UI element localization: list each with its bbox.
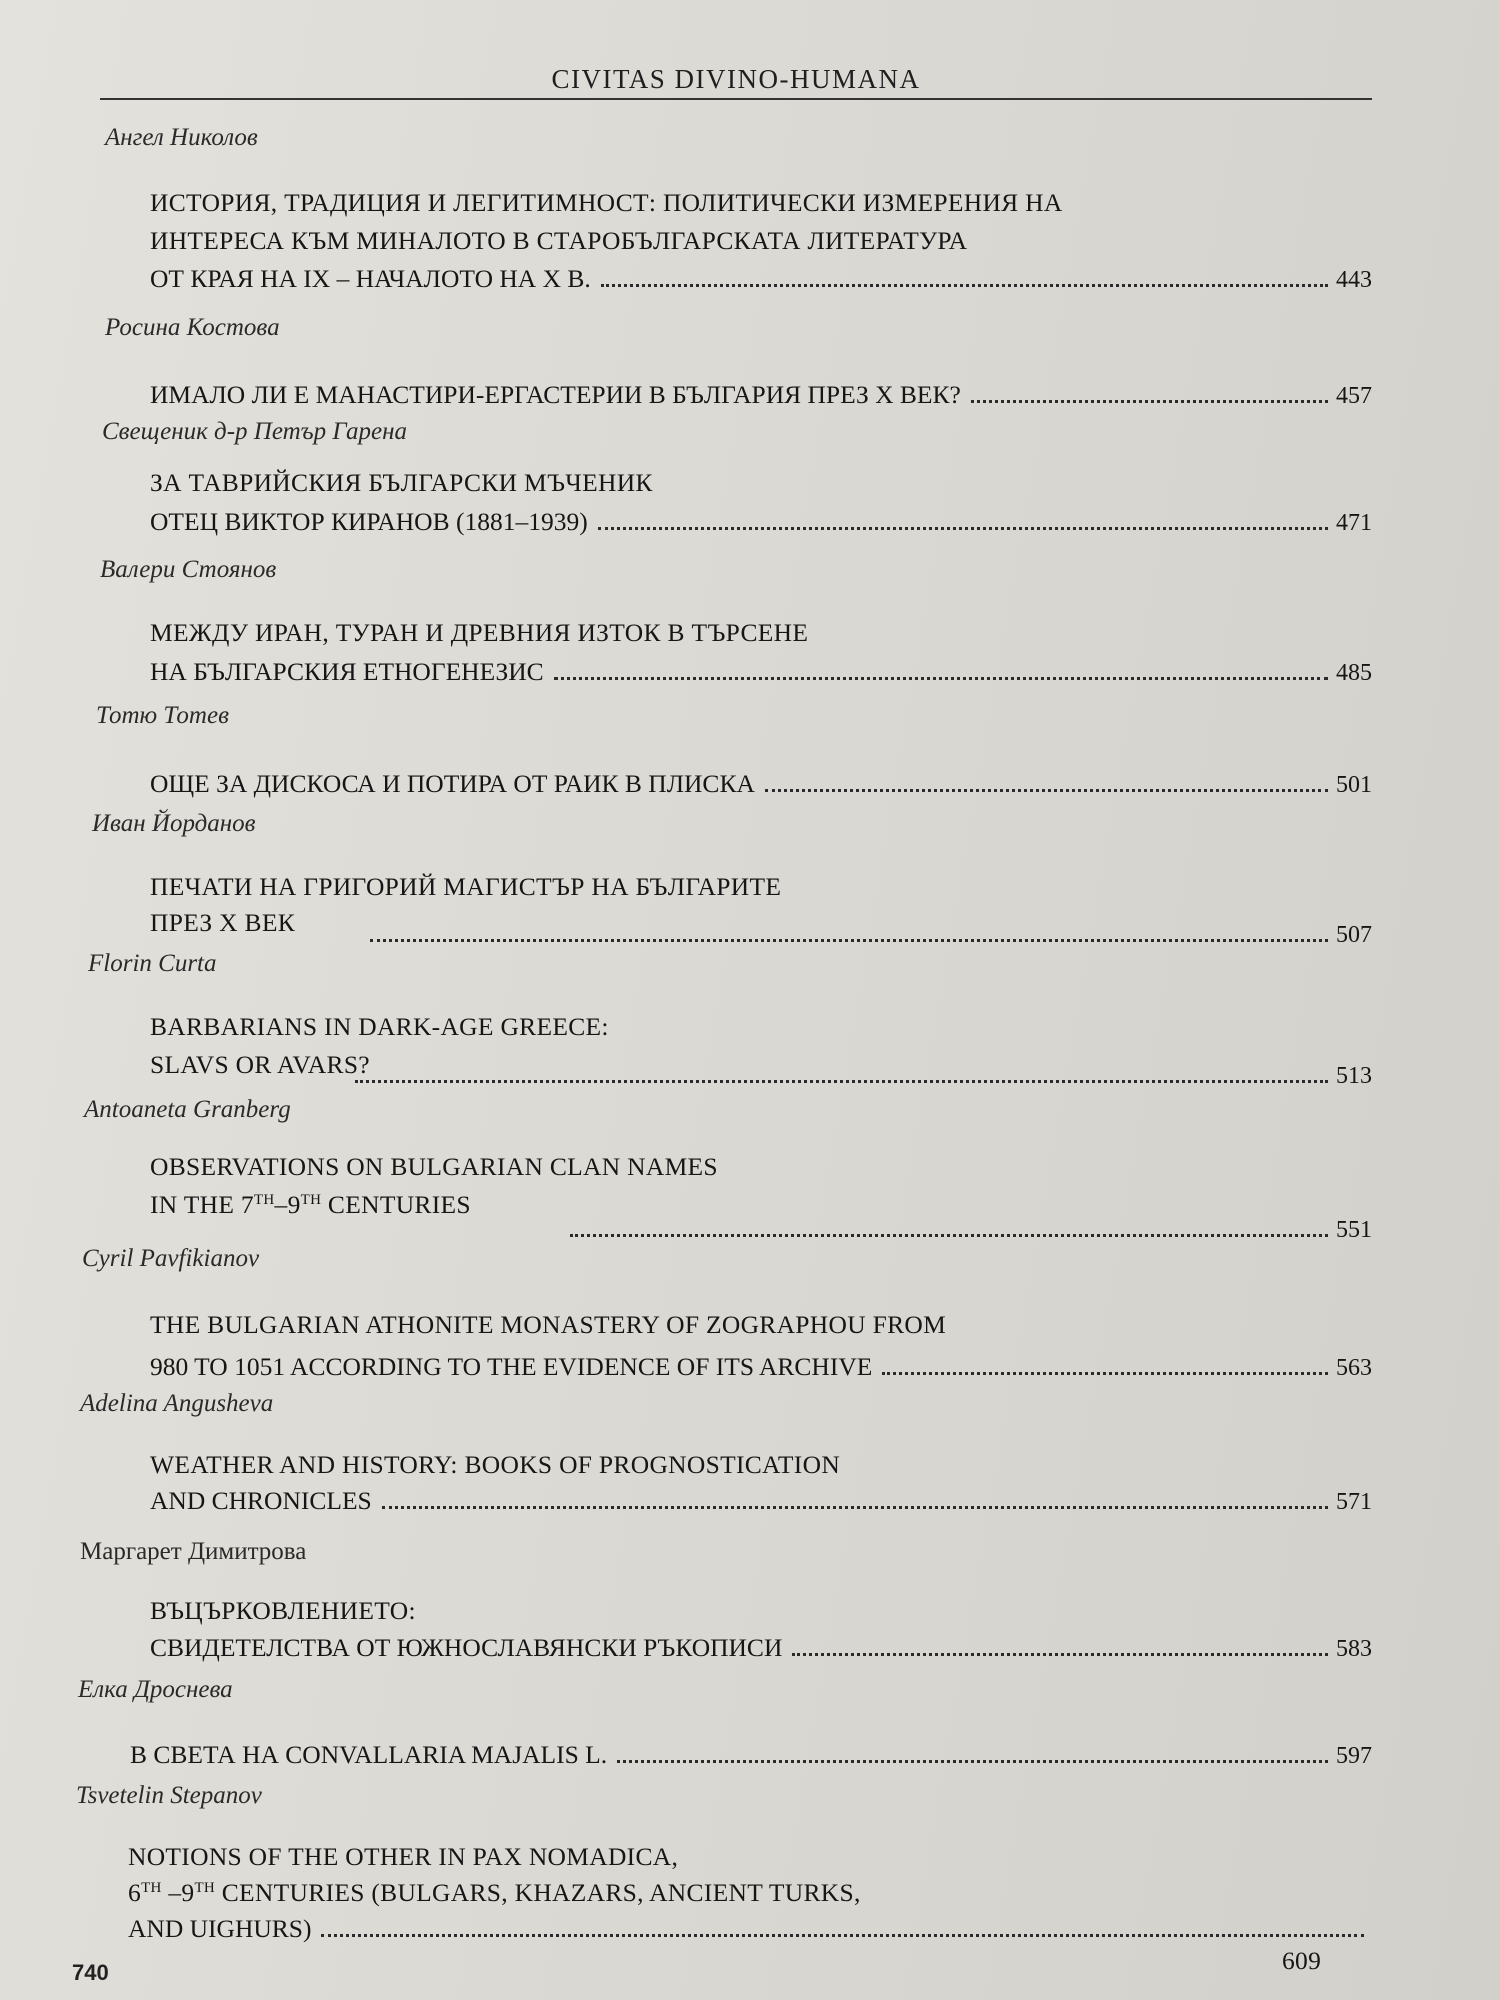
entry-author: Florin Curta: [88, 950, 217, 977]
entry-leader-line: [150, 655, 1372, 687]
entry-title-line: СВИДЕТЕЛСТВА ОТ ЮЖНОСЛАВЯНСКИ РЪКОПИСИ: [150, 1633, 783, 1662]
entry-leader-line: [560, 1212, 1372, 1244]
entry-leader-line: [150, 767, 1372, 799]
entry-title-line: ОТ КРАЯ НА IX – НАЧАЛОТО НА X В.: [150, 264, 591, 293]
entry-leader-line: [150, 505, 1372, 537]
entry-title-line: НА БЪЛГАРСКИЯ ЕТНОГЕНЕЗИС: [150, 657, 544, 686]
entry-title-line: ИМАЛО ЛИ Е МАНАСТИРИ-ЕРГАСТЕРИИ В БЪЛГАРИЯ ПРЕЗ X ВЕК?: [150, 380, 961, 409]
page-number: 597: [1336, 1743, 1372, 1769]
entry-title-line: IN THE 7TH–9TH CENTURIES: [150, 1190, 471, 1219]
entry-title-line: AND UIGHURS): [128, 1914, 312, 1943]
entry-title-line: WEATHER AND HISTORY: BOOKS OF PROGNOSTICATION: [150, 1450, 841, 1479]
page-number: 513: [1336, 1063, 1372, 1089]
entry-author: Cyril Pavfikianov: [82, 1245, 260, 1272]
entry-leader-line: [360, 917, 1372, 949]
page-number: 507: [1336, 922, 1372, 948]
entry-title-line: SLAVS OR AVARS?: [150, 1050, 370, 1079]
dot-leader: [971, 400, 1328, 403]
dot-leader: [321, 1934, 1364, 1937]
page-number: 551: [1336, 1217, 1372, 1243]
entry-author: Валери Стоянов: [100, 556, 277, 583]
entry-title-line: ПЕЧАТИ НА ГРИГОРИЙ МАГИСТЪР НА БЪЛГАРИТЕ: [150, 872, 782, 901]
dot-leader: [370, 939, 1328, 942]
folio-page-number: 740: [72, 1960, 109, 1985]
entry-title-line: 6TH –9TH CENTURIES (BULGARS, KHAZARS, ANCIENT TURKS,: [128, 1878, 861, 1907]
dot-leader: [792, 1653, 1328, 1656]
dot-leader: [382, 1506, 1328, 1509]
entry-author: Tsvetelin Stepanov: [76, 1782, 262, 1809]
entry-title-line: ВЪЦЪРКОВЛЕНИЕТО:: [150, 1596, 416, 1625]
entry-author: Елка Дроснева: [78, 1676, 233, 1703]
entry-leader-line: [128, 1912, 1372, 1944]
dot-leader: [355, 1080, 1328, 1083]
page-number: 563: [1336, 1355, 1372, 1381]
entry-leader-line: [150, 378, 1372, 410]
header-title: CIVITAS DIVINO-HUMANA: [551, 64, 921, 94]
entry-title-line: МЕЖДУ ИРАН, ТУРАН И ДРЕВНИЯ ИЗТОК В ТЪРСЕНЕ: [150, 618, 809, 647]
page-number: 571: [1336, 1489, 1372, 1515]
dot-leader: [617, 1760, 1328, 1763]
entry-author: Иван Йорданов: [92, 810, 256, 837]
entry-title-line: 980 TO 1051 ACCORDING TO THE EVIDENCE OF ITS ARCHIVE: [150, 1352, 873, 1381]
page-number: 583: [1336, 1636, 1372, 1662]
entry-title-line: ЗА ТАВРИЙСКИЯ БЪЛГАРСКИ МЪЧЕНИК: [150, 468, 653, 497]
dot-leader: [570, 1234, 1328, 1237]
entry-title-line: ОТЕЦ ВИКТОР КИРАНОВ (1881–1939): [150, 507, 588, 536]
dot-leader: [882, 1372, 1328, 1375]
dot-leader: [554, 677, 1328, 680]
entry-author: Ангел Николов: [105, 124, 258, 151]
page-number: 457: [1336, 383, 1372, 409]
entry-author: Тотю Тотев: [96, 702, 229, 729]
entry-leader-line: [150, 262, 1372, 294]
entry-leader-line: [345, 1058, 1372, 1090]
entry-title-line: ОЩЕ ЗА ДИСКОСА И ПОТИРА ОТ РАИК В ПЛИСКА: [150, 769, 755, 798]
entry-leader-line: [150, 1350, 1372, 1382]
entry-title-line: NOTIONS OF THE OTHER IN PAX NOMADICA,: [128, 1842, 679, 1871]
entry-leader-line: [130, 1738, 1372, 1770]
dot-leader: [601, 284, 1328, 287]
entry-title-line: AND CHRONICLES: [150, 1486, 372, 1515]
entry-title-line: OBSERVATIONS ON BULGARIAN CLAN NAMES: [150, 1152, 718, 1181]
entry-author: Adelina Angusheva: [80, 1390, 274, 1417]
entry-title-line: ПРЕЗ X ВЕК: [150, 908, 296, 937]
entry-author: Antoaneta Granberg: [84, 1096, 291, 1123]
entry-leader-line: [150, 1631, 1372, 1663]
dot-leader: [765, 789, 1328, 792]
entry-title-line: ИНТЕРЕСА КЪМ МИНАЛОТО В СТАРОБЪЛГАРСКАТА ЛИТЕРАТУРА: [150, 226, 968, 255]
page-number: 501: [1336, 772, 1372, 798]
entry-author: Маргарет Димитрова: [80, 1538, 307, 1565]
entry-title-line: THE BULGARIAN ATHONITE MONASTERY OF ZOGRAPHOU FROM: [150, 1310, 947, 1339]
entry-title-line: BARBARIANS IN DARK-AGE GREECE:: [150, 1012, 609, 1041]
entry-author: Росина Костова: [105, 314, 280, 341]
page-number: 471: [1336, 510, 1372, 536]
dot-leader: [598, 527, 1328, 530]
entry-leader-line: [150, 1484, 1372, 1516]
entry-title-line: ИСТОРИЯ, ТРАДИЦИЯ И ЛЕГИТИМНОСТ: ПОЛИТИЧЕСКИ ИЗМЕРЕНИЯ НА: [150, 188, 1063, 217]
entry-author: Свещеник д-р Петър Гарена: [102, 418, 407, 445]
page-number: 485: [1336, 660, 1372, 686]
page-number: 443: [1336, 267, 1372, 293]
page-number: 609: [1282, 1946, 1322, 1975]
entry-title-line: В СВЕТА НА CONVALLARIA MAJALIS L.: [130, 1740, 608, 1769]
